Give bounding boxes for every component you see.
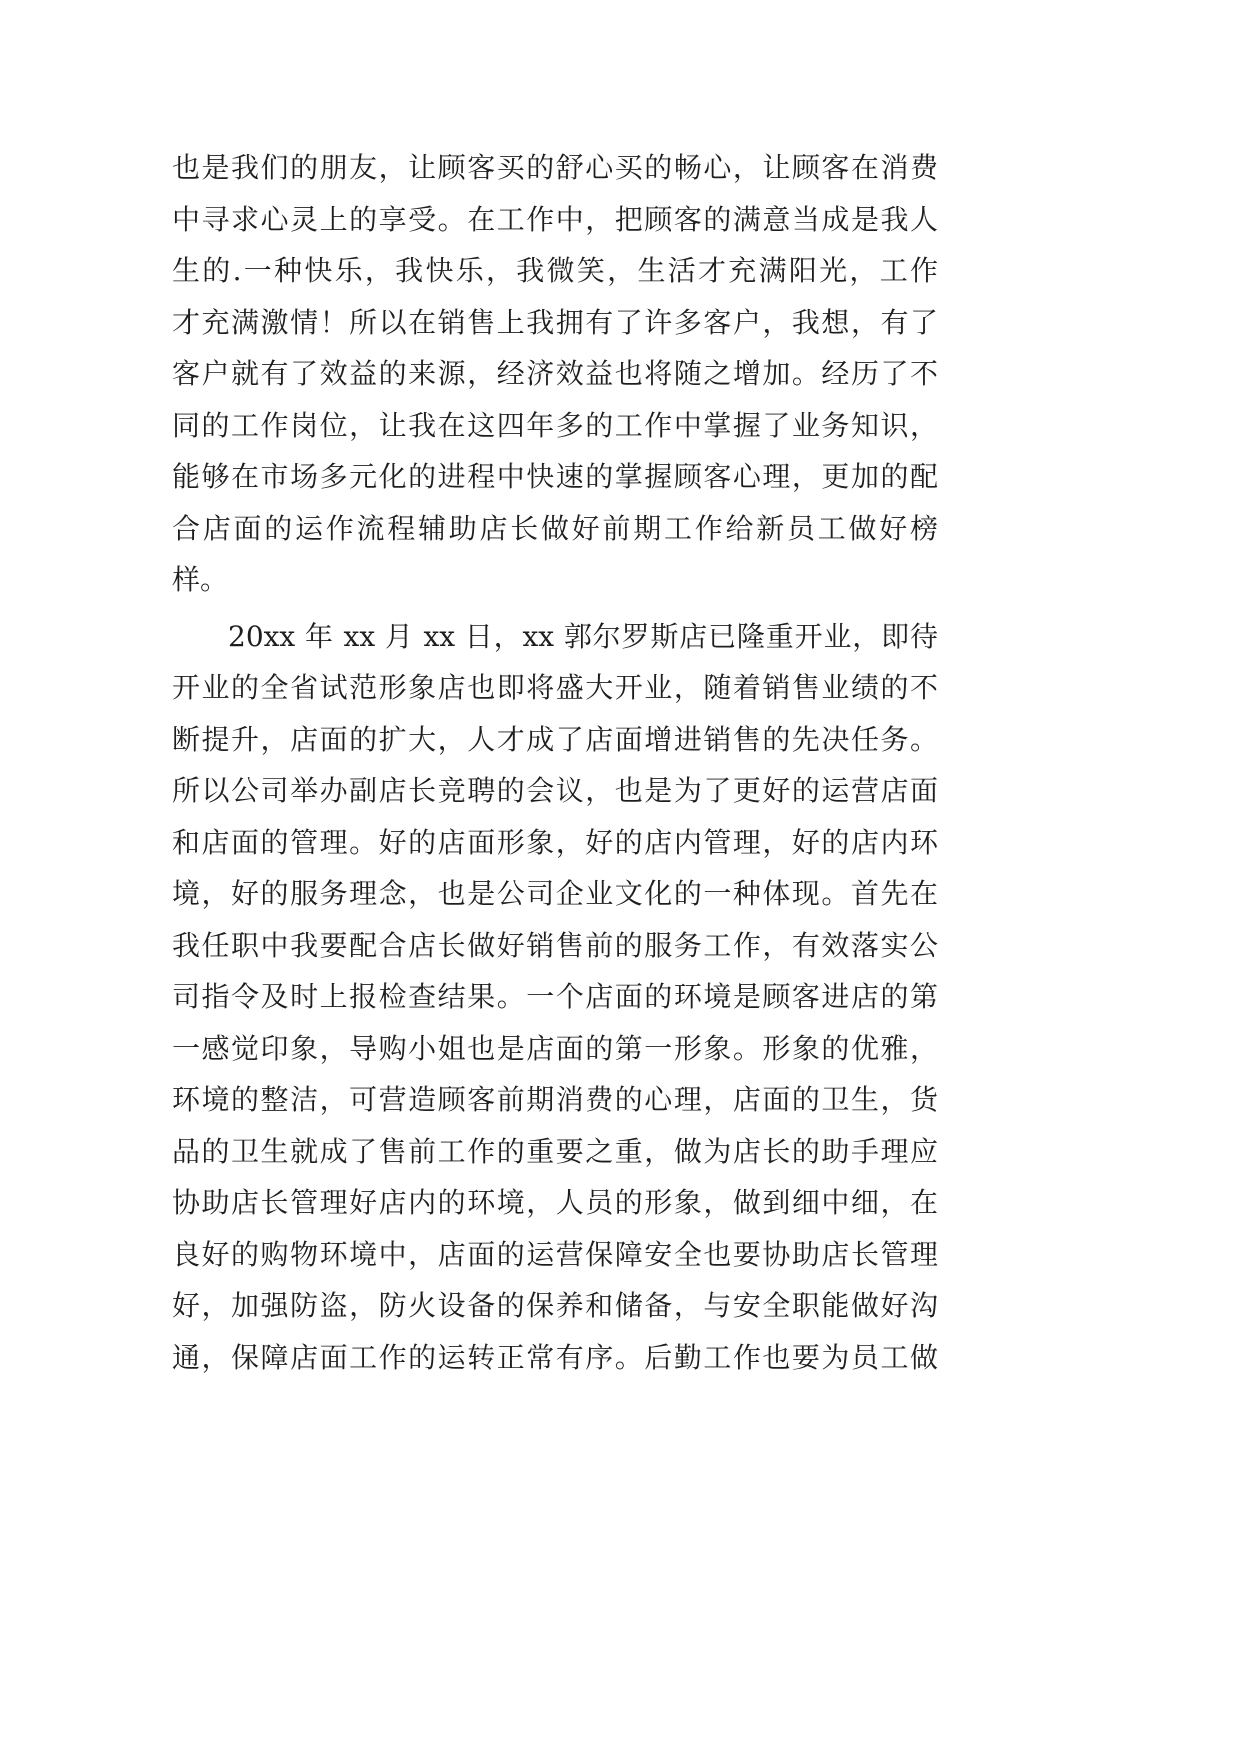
text-line: 断提升，店面的扩大，人才成了店面增进销售的先决任务。 [172,722,938,756]
text-line: 良好的购物环境中，店面的运营保障安全也要协助店长管理 [172,1237,938,1271]
text-line: 能够在市场多元化的进程中快速的掌握顾客心理，更加的配 [172,460,938,493]
text-line: 同的工作岗位，让我在这四年多的工作中掌握了业务知识， [172,408,938,442]
text-line: 好，加强防盗，防火设备的保养和储备，与安全职能做好沟 [172,1289,938,1322]
text-line: 开业的全省试范形象店也即将盛大开业，随着销售业绩的不 [172,671,938,704]
text-line: 生的.一种快乐，我快乐，我微笑，生活才充满阳光，工作 [172,254,938,287]
text-line: 司指令及时上报检查结果。一个店面的环境是顾客进店的第 [172,980,938,1013]
text-line: 样。 [172,563,229,596]
text-line: 才充满激情！所以在销售上我拥有了许多客户，我想，有了 [172,305,938,339]
text-line: 中寻求心灵上的享受。在工作中，把顾客的满意当成是我人 [172,202,938,236]
text-line: 一感觉印象，导购小姐也是店面的第一形象。形象的优雅， [172,1031,938,1065]
text-line: 20xx 年 xx 月 xx 日，xx 郭尔罗斯店已隆重开业，即待 [228,619,938,653]
text-line: 协助店长管理好店内的环境，人员的形象，做到细中细，在 [172,1186,938,1219]
text-line: 境，好的服务理念，也是公司企业文化的一种体现。首先在 [172,877,938,910]
text-line: 也是我们的朋友，让顾客买的舒心买的畅心，让顾客在消费 [172,151,938,184]
text-line: 合店面的运作流程辅助店长做好前期工作给新员工做好榜 [172,511,938,545]
text-line: 品的卫生就成了售前工作的重要之重，做为店长的助手理应 [172,1134,938,1168]
paragraph [172,142,938,606]
text-line: 通，保障店面工作的运转正常有序。后勤工作也要为员工做 [172,1340,938,1374]
text-line: 和店面的管理。好的店面形象，好的店内管理，好的店内环 [172,825,938,859]
document-body [172,142,938,1383]
paragraph [172,611,938,1384]
text-line: 所以公司举办副店长竞聘的会议，也是为了更好的运营店面 [172,774,938,807]
text-line: 环境的整洁，可营造顾客前期消费的心理，店面的卫生，货 [172,1083,938,1116]
text-line: 我任职中我要配合店长做好销售前的服务工作，有效落实公 [172,928,938,962]
text-line: 客户就有了效益的来源，经济效益也将随之增加。经历了不 [172,357,938,390]
